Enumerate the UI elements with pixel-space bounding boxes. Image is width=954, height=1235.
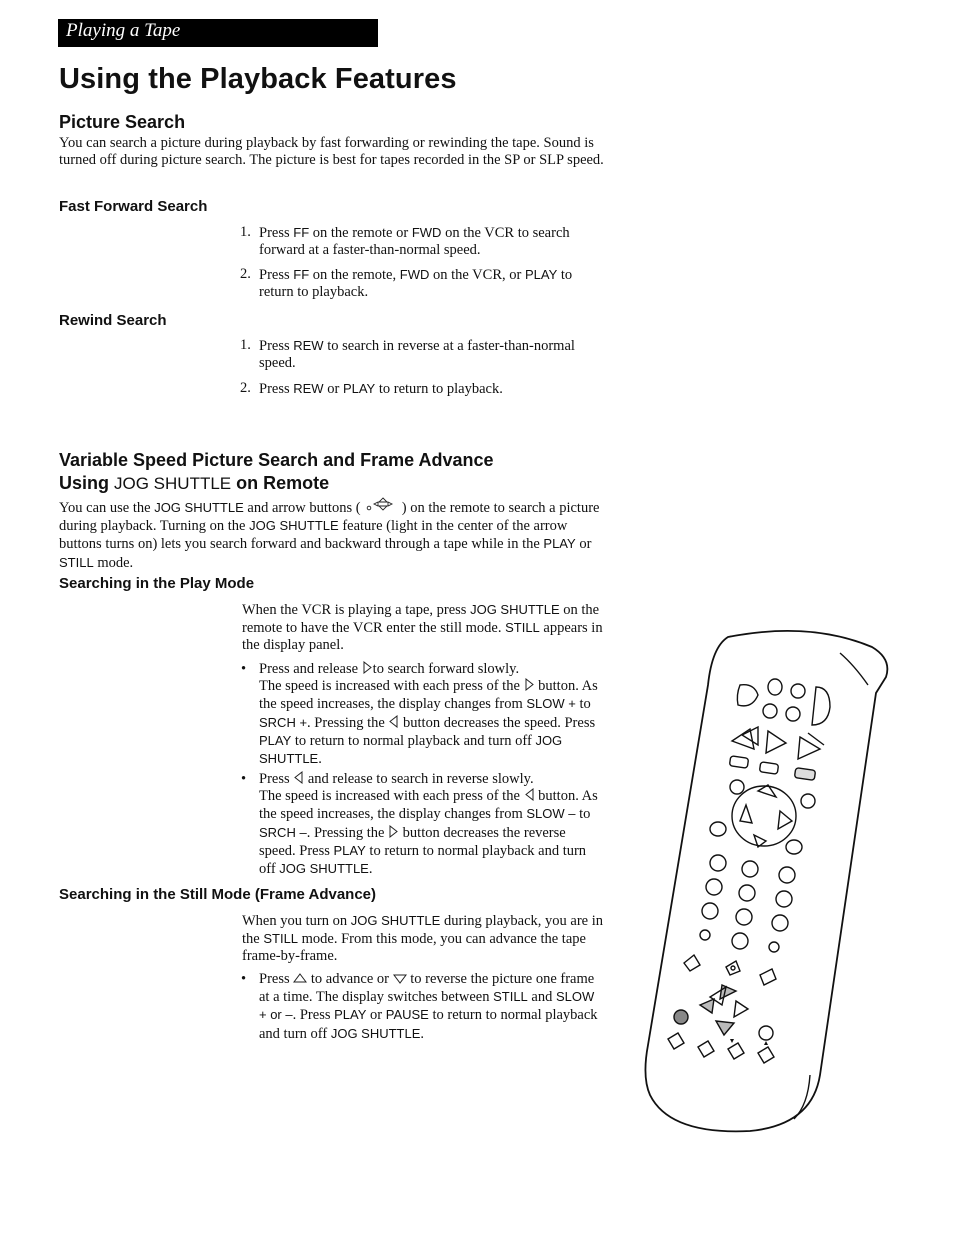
- jog-shuttle-key: JOG SHUTTLE: [330, 1025, 421, 1041]
- para-text: When you turn on: [242, 913, 351, 929]
- bullet: •: [241, 771, 247, 787]
- intro-text: and arrow buttons (: [243, 500, 361, 516]
- still-key: STILL: [59, 554, 94, 570]
- bullet-text: .: [368, 861, 373, 878]
- remote-control-illustration: [640, 625, 892, 1137]
- step-number: 2.: [240, 266, 251, 282]
- still-key: STILL: [505, 620, 540, 636]
- rew-step-1: [240, 337, 602, 372]
- variable-speed-intro: [59, 495, 604, 572]
- rew-key: REW: [293, 338, 324, 353]
- para-text: appears in the display panel.: [242, 620, 603, 654]
- step-text: on the VCR to search forward at a faster-than-normal speed.: [259, 225, 570, 259]
- para-text: mode. From this mode, you can advance the tape frame-by-frame.: [242, 931, 586, 965]
- left-arrow-icon: [524, 788, 535, 801]
- bullet-text: to search forward slowly.: [372, 661, 520, 677]
- bullet: •: [241, 661, 247, 677]
- jog-shuttle-key: JOG SHUTTLE: [114, 474, 232, 493]
- bullet-text: to return to normal playback and turn off: [259, 842, 587, 878]
- heading-line-1: Variable Speed Picture Search and Frame Advance: [59, 450, 494, 470]
- jog-shuttle-key: JOG SHUTTLE: [154, 500, 244, 515]
- left-arrow-icon: [293, 771, 304, 784]
- arrow-pad-icon: [364, 495, 398, 513]
- rew-key: REW: [293, 381, 324, 396]
- bullet-text: button. As the speed increases, the display changes from: [259, 788, 598, 823]
- slow-label: SLOW + or –: [259, 989, 595, 1023]
- heading-line-2-end: on Remote: [231, 473, 330, 493]
- play-mode-bullet-2: [240, 771, 604, 878]
- jog-shuttle-key: JOG SHUTTLE: [259, 732, 563, 767]
- intro-text: or: [575, 536, 592, 553]
- play-key: PLAY: [524, 267, 558, 282]
- bullet-text: . Pressing the: [307, 714, 389, 731]
- bullet-text: Press and release: [259, 661, 362, 677]
- bullet-text: to return to normal playback and turn off: [259, 1007, 598, 1042]
- heading-line-2: Using: [59, 473, 115, 493]
- variable-speed-heading: [59, 449, 619, 495]
- jog-shuttle-key: JOG SHUTTLE: [249, 518, 339, 534]
- page-title: Using the Playback Features: [59, 63, 457, 95]
- step-text: to search in reverse at a faster-than-normal speed.: [259, 338, 575, 372]
- play-mode-paragraph: [242, 601, 604, 655]
- bullet-text: The speed is increased with each press of the: [259, 788, 524, 805]
- slow-plus-label: SLOW +: [526, 696, 576, 712]
- step-text: Press: [259, 381, 294, 397]
- step-number: 1.: [240, 224, 251, 240]
- play-key: PLAY: [342, 381, 376, 396]
- step-text: Press: [259, 267, 294, 283]
- jog-shuttle-key: JOG SHUTTLE: [350, 913, 441, 928]
- bullet-text: button. As the speed increases, the display changes from: [259, 678, 598, 713]
- picture-search-heading: Picture Search: [59, 112, 186, 132]
- bullet: •: [241, 971, 247, 987]
- bullet-text: or: [366, 1007, 386, 1024]
- rewind-heading: Rewind Search: [59, 312, 167, 329]
- step-text: on the remote,: [309, 267, 400, 283]
- left-arrow-icon: [388, 715, 399, 728]
- section-header-label: Playing a Tape: [66, 20, 181, 41]
- para-text: during playback, you are in the: [242, 913, 603, 948]
- bullet-text: Press: [259, 771, 294, 787]
- step-text: on the remote or: [309, 225, 412, 241]
- bullet-text: Press: [259, 971, 294, 987]
- play-mode-heading: Searching in the Play Mode: [59, 575, 255, 592]
- still-key: STILL: [263, 931, 299, 947]
- step-text: Press: [259, 225, 294, 241]
- step-text: to return to playback.: [375, 381, 503, 397]
- bullet-text: .: [318, 751, 322, 768]
- step-text: on the VCR, or: [429, 267, 525, 283]
- intro-text: mode.: [93, 554, 134, 571]
- bullet-text: to: [575, 806, 591, 823]
- bullet-text: button decreases the speed. Press: [399, 714, 596, 731]
- still-mode-bullet-1: [240, 971, 604, 1043]
- bullet-text: . Press: [292, 1007, 335, 1024]
- jog-shuttle-key: JOG SHUTTLE: [470, 602, 560, 617]
- play-key: PLAY: [543, 536, 576, 552]
- bullet-text: to return to normal playback and turn off: [291, 732, 536, 749]
- still-mode-paragraph: [242, 912, 604, 966]
- fwd-key: FWD: [411, 225, 442, 240]
- bullet-text: button decreases the reverse speed. Press: [259, 824, 566, 859]
- play-key: PLAY: [333, 842, 366, 858]
- bullet-text: and release to search in reverse slowly.: [304, 771, 534, 787]
- up-arrow-icon: [293, 973, 307, 984]
- play-mode-bullet-1: [240, 661, 604, 768]
- step-text: to return to playback.: [259, 267, 573, 301]
- bullet-text: to advance or: [307, 971, 393, 987]
- down-arrow-icon: [393, 973, 407, 984]
- step-text: Press: [259, 338, 294, 354]
- srch-minus-label: SRCH –: [259, 824, 307, 840]
- play-key: PLAY: [259, 732, 292, 748]
- srch-plus-label: SRCH +: [259, 714, 308, 730]
- para-text: on the remote to have the VCR enter the still mode.: [242, 602, 600, 637]
- bullet-text: to reverse the picture one frame at a time. The display switches between: [259, 971, 595, 1006]
- right-arrow-icon: [524, 678, 535, 691]
- fast-forward-heading: Fast Forward Search: [59, 198, 208, 215]
- ff-key: FF: [293, 225, 310, 240]
- bullet-text: . Pressing the: [306, 824, 389, 841]
- intro-text: You can use the: [59, 500, 155, 516]
- para-text: When the VCR is playing a tape, press: [242, 602, 471, 618]
- ff-key: FF: [293, 267, 310, 282]
- step-text: or: [323, 381, 343, 397]
- intro-text: feature (light in the center of the arrow buttons turns on) lets you search forward and backward through a tape while in the: [59, 518, 568, 553]
- step-number: 2.: [240, 380, 251, 396]
- picture-search-intro: You can search a picture during playback by fast forwarding or rewinding the tape. Sound is turned off during picture search. The picture is best for tapes recorded in the SP or SLP speed.: [59, 135, 604, 169]
- play-key: PLAY: [334, 1007, 367, 1023]
- right-arrow-icon: [362, 661, 373, 674]
- bullet-text: and: [527, 989, 556, 1006]
- bullet-text: The speed is increased with each press of the: [259, 678, 524, 695]
- bullet-text: to: [575, 696, 591, 713]
- ff-step-1: [240, 224, 602, 259]
- step-number: 1.: [240, 337, 251, 353]
- rew-step-2: [240, 380, 602, 398]
- right-arrow-icon: [388, 825, 399, 838]
- pause-key: PAUSE: [385, 1007, 429, 1023]
- still-mode-heading: Searching in the Still Mode (Frame Advance): [59, 886, 377, 903]
- still-key: STILL: [493, 989, 528, 1005]
- section-header-bar: [58, 19, 378, 47]
- ff-step-2: [240, 266, 602, 301]
- bullet-text: .: [420, 1025, 425, 1042]
- slow-minus-label: SLOW –: [526, 806, 576, 822]
- fwd-key: FWD: [399, 267, 430, 282]
- intro-text: ) on the remote to search a picture during playback. Turning on the: [59, 500, 600, 535]
- jog-shuttle-key: JOG SHUTTLE: [279, 861, 369, 877]
